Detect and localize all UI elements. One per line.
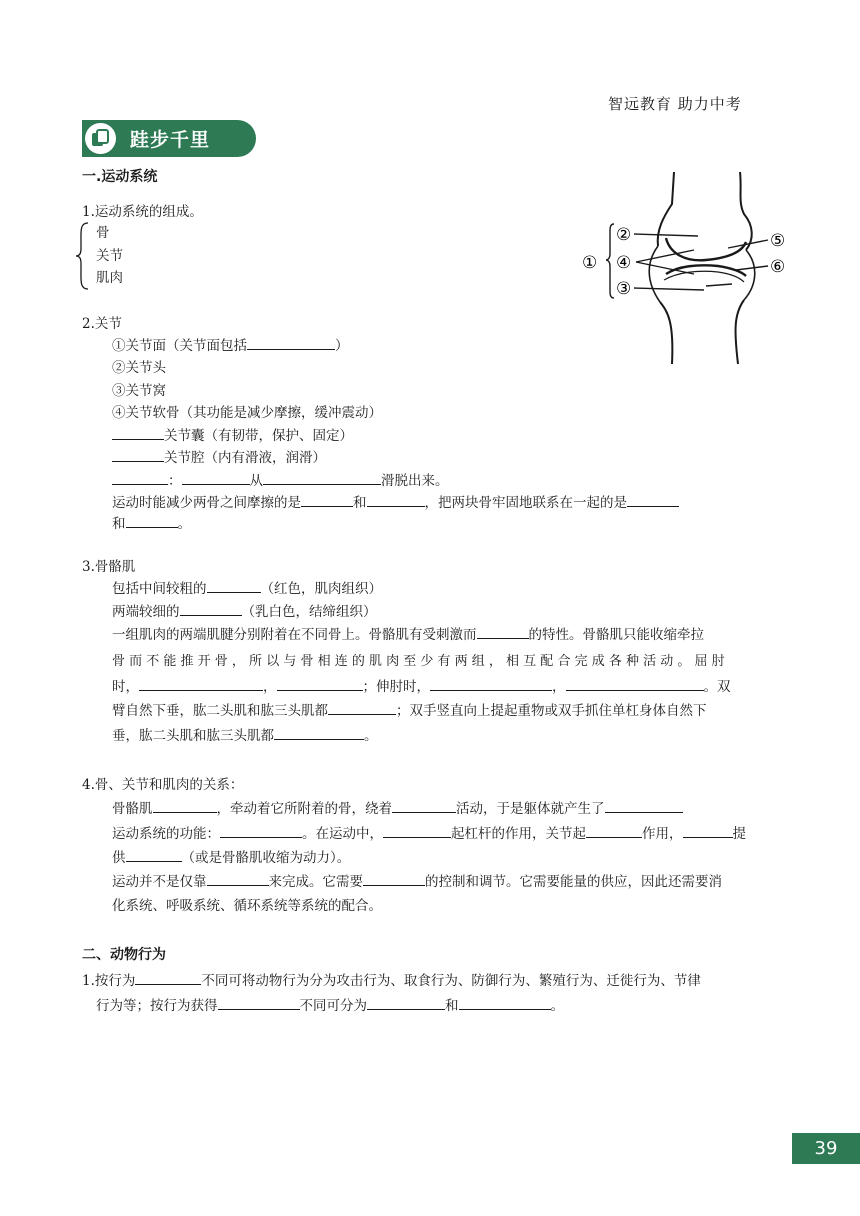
q4-line-function: 运动系统的功能： 。在运动中， 起杠杆的作用，关节起 作用， 提 [112, 826, 746, 842]
figure-label-4: ④ [616, 253, 632, 273]
blank[interactable] [459, 997, 551, 1010]
blank[interactable] [477, 626, 529, 639]
blank[interactable] [586, 825, 642, 838]
figure-label-2: ② [616, 225, 632, 245]
q3-line-arm: 臂自然下垂，肱二头肌和肱三头肌都 ；双手竖直向上提起重物或双手抓住单杠身体自然下 [112, 703, 707, 719]
q4-line-control: 运动并不是仅靠 来完成。它需要 的控制和调节。它需要能量的供应，因此还需要消 [112, 874, 722, 890]
section-heading-animal-behavior: 二、动物行为 [82, 947, 166, 963]
blank[interactable] [139, 678, 263, 691]
q1-item-bone: 骨 [96, 225, 110, 241]
section-heading-motor-system: 一.运动系统 [82, 169, 158, 185]
section-banner [82, 120, 256, 157]
blank[interactable] [277, 678, 363, 691]
blank[interactable] [566, 678, 704, 691]
s2-line-acquire: 行为等；按行为获得 不同可分为 和 。 [96, 998, 564, 1014]
blank[interactable] [220, 825, 302, 838]
q3-line-pull: 骨 而 不 能 推 开 骨 ， 所 以 与 骨 相 连 的 肌 肉 至 少 有 两 组 ， 相 互 配 合 完 成 各 种 活 动 。 屈 肘 [112, 654, 725, 669]
q2-line-friction-cont: 和 。 [112, 516, 191, 532]
q2-line-cavity: 关节腔（内有滑液，润滑） [112, 446, 326, 466]
blank[interactable] [207, 580, 261, 593]
q3-line-flex: 时， ， ；伸肘时， ， 。双 [112, 679, 731, 695]
blank[interactable] [135, 972, 201, 985]
blank[interactable] [218, 997, 300, 1010]
banner-underline [82, 156, 232, 157]
blank[interactable] [627, 494, 679, 507]
q4-line-systems: 化系统、呼吸系统、循环系统等系统的配合。 [112, 898, 382, 914]
figure-label-6: ⑥ [770, 257, 786, 277]
blank[interactable] [180, 603, 242, 616]
q1-title: 1.运动系统的组成。 [82, 204, 203, 220]
s2-line-classify: 1.按行为 不同可将动物行为分为攻击行为、取食行为、防御行为、繁殖行为、迁徙行为、节律 [82, 973, 701, 989]
q3-title: 3.骨骼肌 [82, 559, 136, 575]
q3-line-hang: 垂，肱二头肌和肱三头肌都 。 [112, 728, 378, 744]
q2-line-socket: ③关节窝 [112, 383, 166, 399]
q3-line-belly: 包括中间较粗的 （红色，肌肉组织） [112, 581, 382, 597]
joint-diagram [578, 170, 798, 366]
q3-line-tendon: 两端较细的 （乳白色，结缔组织） [112, 604, 377, 620]
banner-icon-badge [85, 123, 116, 154]
q1-item-muscle: 肌肉 [96, 270, 123, 286]
q2-line-friction: 运动时能减少两骨之间摩擦的是 和 ，把两块骨牢固地联系在一起的是 [112, 491, 679, 511]
blank[interactable] [363, 873, 425, 886]
brace-icon [74, 221, 90, 291]
pages-icon [91, 129, 110, 148]
blank[interactable] [274, 727, 364, 740]
blank[interactable] [683, 825, 733, 838]
q2-line-surface: ①关节面（关节面包括 ） [112, 338, 349, 354]
blank[interactable] [247, 337, 335, 350]
blank[interactable] [328, 702, 396, 715]
blank[interactable] [112, 427, 164, 440]
q2-line-dislocation: ： 从 滑脱出来。 [112, 469, 449, 489]
q2-line-capsule: 关节囊（有韧带，保护、固定） [112, 424, 353, 444]
banner-title: 跬步千里 [130, 129, 211, 151]
blank[interactable] [367, 494, 425, 507]
q2-title: 2.关节 [82, 316, 122, 332]
q2-line-head: ②关节头 [112, 360, 166, 376]
figure-label-3: ③ [616, 279, 632, 299]
blank[interactable] [367, 997, 445, 1010]
blank[interactable] [182, 472, 250, 485]
figure-label-1: ① [582, 253, 598, 273]
q4-line-power: 供 （或是骨骼肌收缩为动力）。 [112, 850, 351, 866]
blank[interactable] [112, 449, 164, 462]
blank[interactable] [126, 515, 178, 528]
q4-title: 4.骨、关节和肌肉的关系： [82, 777, 244, 793]
blank[interactable] [392, 800, 456, 813]
blank[interactable] [430, 678, 552, 691]
q4-line-muscle: 骨骼肌 ，牵动着它所附着的骨，绕着 活动，于是躯体就产生了 [112, 797, 683, 817]
blank[interactable] [153, 800, 217, 813]
blank[interactable] [605, 800, 683, 813]
blank[interactable] [112, 472, 168, 485]
blank[interactable] [126, 849, 182, 862]
q3-line-stimulus: 一组肌肉的两端肌腱分别附着在不同骨上。骨骼肌有受刺激而 的特性。骨骼肌只能收缩牵拉 [112, 627, 704, 643]
blank[interactable] [207, 873, 269, 886]
brand-slogan: 智远教育 助力中考 [608, 95, 742, 113]
figure-label-5: ⑤ [770, 231, 786, 251]
blank[interactable] [383, 825, 451, 838]
page-number: 39 [792, 1133, 860, 1164]
q1-item-joint: 关节 [96, 248, 123, 264]
blank[interactable] [263, 472, 381, 485]
q2-line-cartilage: ④关节软骨（其功能是减少摩擦，缓冲震动） [112, 405, 382, 421]
blank[interactable] [301, 494, 353, 507]
